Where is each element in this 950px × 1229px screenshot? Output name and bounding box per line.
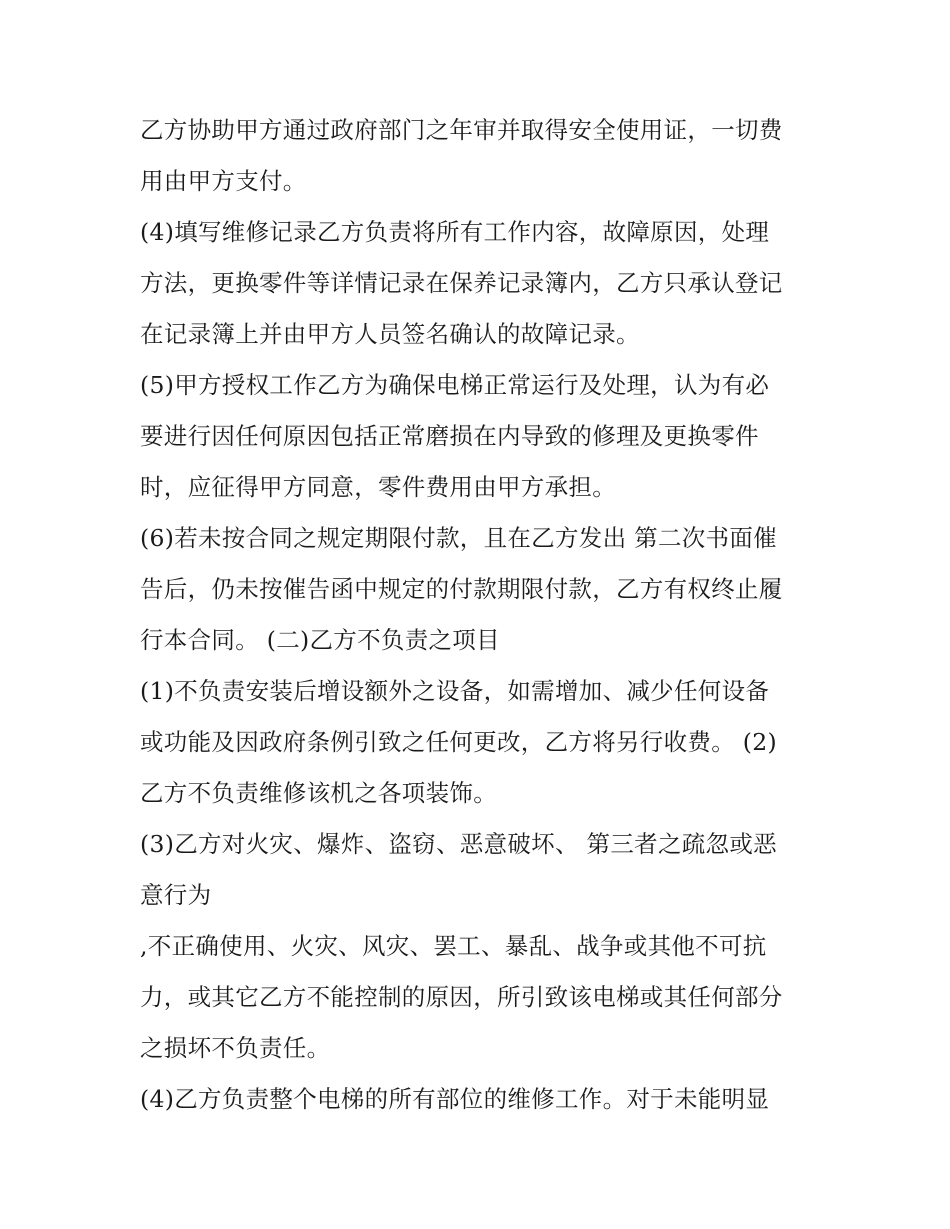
text-line: (1)不负责安装后增设额外之设备，如需增加、减少任何设备: [140, 677, 770, 705]
text-line: 时，应征得甲方同意，零件费用由甲方承担。: [140, 473, 616, 501]
text-line: 行本合同。 (二)乙方不负责之项目: [140, 626, 500, 654]
text-line: 或功能及因政府条例引致之任何更改，乙方将另行收费。 (2): [140, 728, 777, 756]
text-line: (4)乙方负责整个电梯的所有部位的维修工作。对于未能明显: [140, 1085, 770, 1113]
text-line: 要进行因任何原因包括正常磨损在内导致的修理及更换零件: [140, 422, 759, 450]
text-line: 乙方不负责维修该机之各项装饰。: [140, 779, 497, 807]
text-line: 乙方协助甲方通过政府部门之年审并取得安全使用证，一切费: [140, 116, 783, 144]
text-line: 在记录簿上并由甲方人员签名确认的故障记录。: [140, 320, 640, 348]
contract-text-body: [140, 105, 820, 1125]
text-line: 方法，更换零件等详情记录在保养记录簿内，乙方只承认登记: [140, 269, 783, 297]
text-line: (4)填写维修记录乙方负责将所有工作内容，故障原因，处理: [140, 218, 770, 246]
text-line: (3)乙方对火灾、爆炸、盗窃、恶意破坏、 第三者之疏忽或恶: [140, 830, 777, 858]
text-line: 力，或其它乙方不能控制的原因，所引致该电梯或其任何部分: [140, 983, 783, 1011]
text-line: 告后，仍未按催告函中规定的付款期限付款，乙方有权终止履: [140, 575, 783, 603]
text-line: ,不正确使用、火灾、风灾、罢工、暴乱、战争或其他不可抗: [140, 932, 767, 960]
text-line: 意行为: [140, 881, 212, 909]
text-line: (6)若未按合同之规定期限付款，且在乙方发出 第二次书面催: [140, 524, 777, 552]
text-line: 用由甲方支付。: [140, 167, 307, 195]
text-line: 之损坏不负责任。: [140, 1034, 331, 1062]
text-line: (5)甲方授权工作乙方为确保电梯正常运行及处理，认为有必: [140, 371, 770, 399]
